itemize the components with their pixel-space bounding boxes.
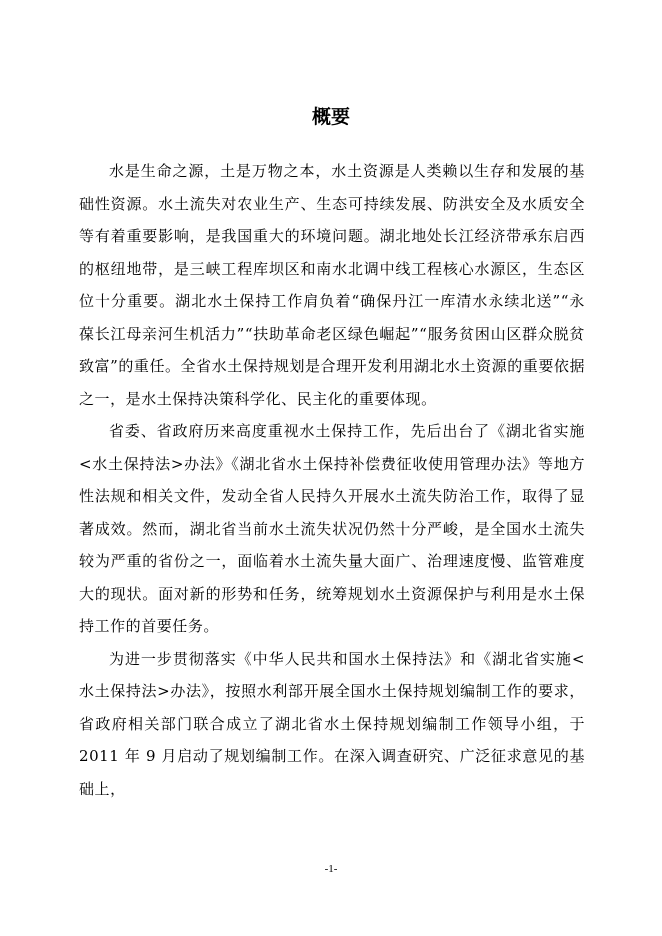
paragraph-1: 水是生命之源，土是万物之本，水土资源是人类赖以生存和发展的基础性资源。水土流失对农业生产、生态可持续发展、防洪安全及水质安全等有着重要影响，是我国重大的环境问题。湖北地处长江经济带承东启西的枢纽地带，是三峡工程库坝区和南水北调中线工程核心水源区，生态区位十分重要。湖北水土保持工作肩负着“确保丹江一库清水永续北送”“永葆长江母亲河生机活力”“扶助革命老区绿色崛起”“服务贫困山区群众脱贫致富”的重任。全省水土保持规划是合理开发利用湖北水土资源的重要依据之一，是水土保持决策科学化、民主化的重要体现。 — [79, 162, 585, 408]
paragraph-2: 省委、省政府历来高度重视水土保持工作，先后出台了《湖北省实施<水土保持法>办法》《湖北省水土保持补偿费征收使用管理办法》等地方性法规和相关文件，发动全省人民持久开展水土流失防治工作，取得了显著成效。然而，湖北省当前水土流失状况仍然十分严峻，是全国水土流失较为严重的省份之一，面临着水土流失量大面广、治理速度慢、监管难度大的现状。面对新的形势和任务，统筹规划水土资源保护与利用是水土保持工作的首要任务。 — [79, 422, 585, 635]
page-number: -1- — [324, 863, 338, 875]
page-title: 概要 — [311, 106, 350, 128]
document-body — [79, 155, 585, 805]
paragraph-3: 为进一步贯彻落实《中华人民共和国水土保持法》和《湖北省实施<水土保持法>办法》，按照水利部开展全国水土保持规划编制工作的要求，省政府相关部门联合成立了湖北省水土保持规划编制工作领导小组，于 2011 年 9 月启动了规划编制工作。在深入调查研究、广泛征求意见的基础上， — [79, 649, 585, 798]
